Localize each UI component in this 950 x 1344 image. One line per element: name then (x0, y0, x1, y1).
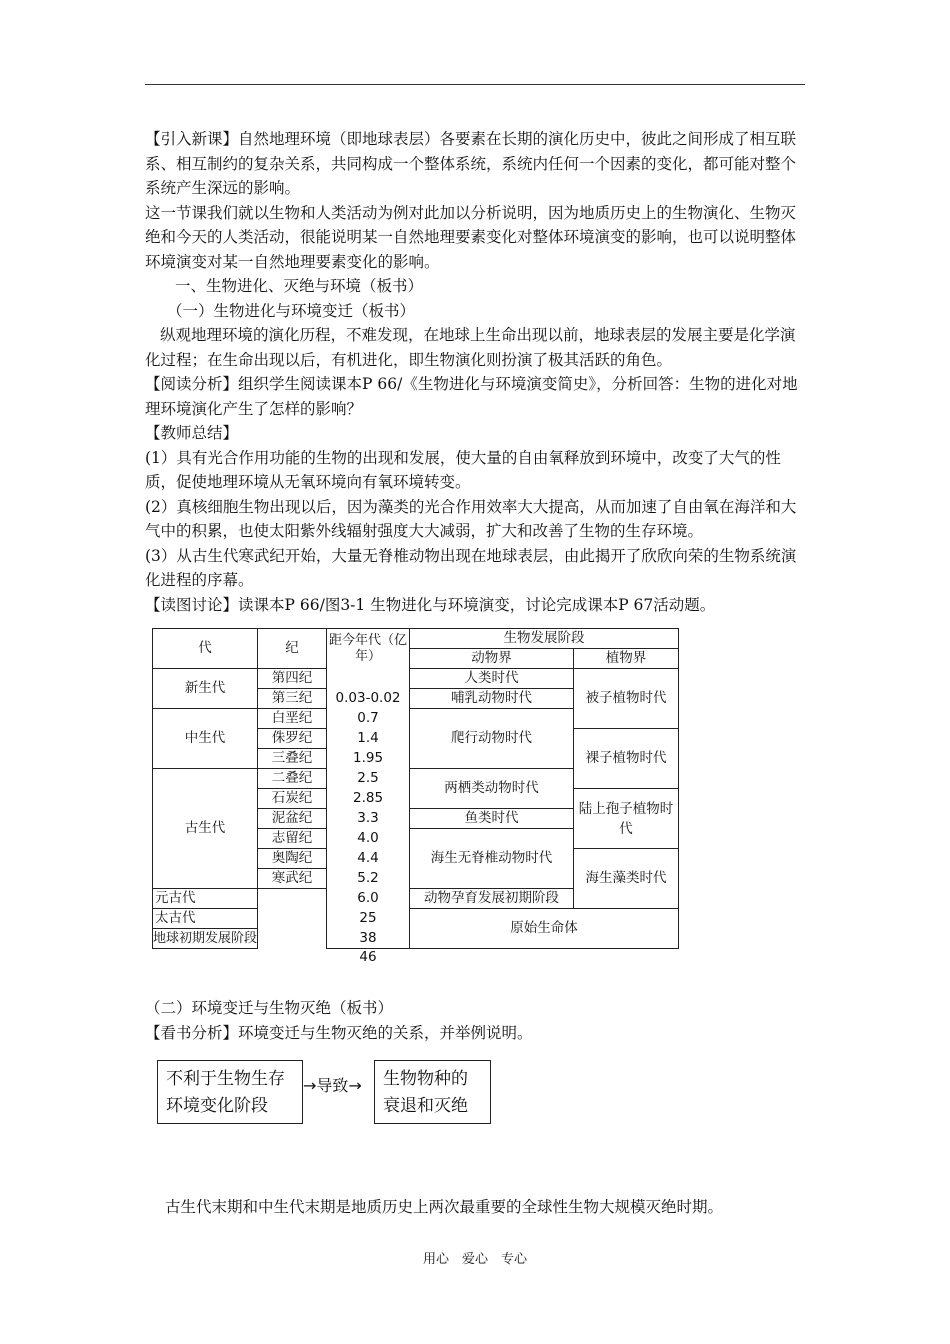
paragraph-evolution: 纵观地理环境的演化历程，不难发现，在地球上生命出现以前，地球表层的发展主要是化学演化过程；在生命出现以后，有机进化，即生物演化则扮演了极其活跃的角色。 (145, 326, 796, 369)
era-paleozoic: 古生代 (153, 769, 258, 889)
header-stage: 生物发展阶段 (410, 629, 679, 649)
section-tag: 【引入新课】 (145, 130, 239, 148)
header-era: 代 (153, 629, 258, 669)
period-ordovician: 奥陶纪 (258, 849, 327, 869)
era-proterozoic: 元古代 (153, 889, 258, 909)
cause-box: 不利于生物生存环境变化阶段 (157, 1060, 303, 1124)
plant-spore: 陆上孢子植物时代 (574, 789, 679, 849)
age-9: 5.2 (327, 869, 410, 889)
page-footer: 用心 爱心 专心 (422, 1252, 527, 1267)
table-spacer (410, 949, 679, 966)
section-tag: 【看书分析】 (145, 1024, 239, 1042)
era-earth-early: 地球初期发展阶段 (153, 929, 258, 949)
era-archean: 太古代 (153, 909, 258, 929)
period-tertiary: 第三纪 (258, 689, 327, 709)
age-1: 0.7 (327, 709, 410, 729)
period-blank (258, 889, 327, 949)
origin-life: 原始生命体 (410, 909, 679, 949)
age-3: 1.95 (327, 749, 410, 769)
plant-algae: 海生藻类时代 (574, 849, 679, 909)
period-quaternary: 第四纪 (258, 669, 327, 689)
summary-point-3: (3）从古生代寒武纪开始，大量无脊椎动物出现在地球表层，由此揭开了欣欣向荣的生物系统演化进程的序幕。 (145, 546, 797, 589)
age-12: 38 (327, 929, 410, 949)
period-cambrian: 寒武纪 (258, 869, 327, 889)
header-rule (145, 84, 805, 85)
age-11: 25 (327, 909, 410, 929)
table-spacer (153, 949, 327, 966)
era-mesozoic: 中生代 (153, 709, 258, 769)
intro-paragraph (145, 127, 809, 201)
discussion-text: 读课本P 66/图3-1 生物进化与环境演变，讨论完成课本P 67活动题。 (238, 595, 716, 614)
body-text (145, 127, 809, 617)
reading-paragraph (145, 372, 809, 421)
summary-point-2: (2）真核细胞生物出现以后，因为藻类的光合作用效率大大提高，从而加速了自由氧在海洋和大气中的积累，也使太阳紫外线辐射强度大大减弱，扩大和改善了生物的生存环境。 (145, 497, 797, 540)
chart-discussion-paragraph (145, 593, 809, 618)
heading-1: 一、生物进化、灭绝与环境（板书） (175, 277, 424, 295)
period-silurian: 志留纪 (258, 829, 327, 849)
intro-text: 自然地理环境（即地球表层）各要素在长期的演化历史中，彼此之间形成了相互联系、相互制约的复杂关系，共同构成一个整体系统，系统内任何一个因素的变化，都可能对整个系统产生深远的影响。 (145, 130, 797, 197)
animal-early: 动物孕育发展初期阶段 (410, 889, 574, 909)
animal-fish: 鱼类时代 (410, 809, 574, 829)
era-cenozoic: 新生代 (153, 669, 258, 709)
age-5: 2.85 (327, 789, 410, 809)
heading-1-1: （一）生物进化与环境变迁（板书） (167, 301, 416, 320)
header-age: 距今年代（亿年） (327, 629, 410, 669)
animal-amphibian: 两栖类动物时代 (410, 769, 574, 809)
animal-reptile: 爬行动物时代 (410, 709, 574, 769)
age-cell (327, 669, 410, 689)
analysis-text: 环境变迁与生物灭绝的关系，并举例说明。 (238, 1024, 533, 1042)
animal-invertebrate: 海生无脊椎动物时代 (410, 829, 574, 889)
period-cretaceous: 白垩纪 (258, 709, 327, 729)
intro-paragraph-2: 这一节课我们就以生物和人类活动为例对此加以分析说明，因为地质历史上的生物演化、生物灭绝和今天的人类活动，很能说明某一自然地理要素变化对整体环境演变的影响，也可以说明整体环境演变对某一自然地理要素变化的影响。 (145, 203, 797, 271)
age-2: 1.4 (327, 729, 410, 749)
age-10: 6.0 (327, 889, 410, 909)
reading-text: 组织学生阅读课本P 66/《生物进化与环境演变简史》，分析回答：生物的进化对地理环境演化产生了怎样的影响？ (145, 375, 798, 418)
section-two (145, 996, 809, 1046)
section-two-heading: （二）环境变迁与生物灭绝（板书） (145, 999, 394, 1017)
period-permian: 二叠纪 (258, 769, 327, 789)
summary-point-1: (1）具有光合作用功能的生物的出现和发展，使大量的自由氧释放到环境中，改变了大气的性质，促使地理环境从无氧环境向有氧环境转变。 (145, 448, 781, 491)
section-tag: 【读图讨论】 (145, 595, 239, 614)
period-jurassic: 侏罗纪 (258, 729, 327, 749)
animal-human: 人类时代 (410, 669, 574, 689)
age-7: 4.0 (327, 829, 410, 849)
period-devonian: 泥盆纪 (258, 809, 327, 829)
section-tag: 【阅读分析】 (145, 375, 239, 393)
effect-box: 生物物种的衰退和灭绝 (374, 1060, 491, 1124)
closing-paragraph: 古生代末期和中生代末期是地质历史上两次最重要的全球性生物大规模灭绝时期。 (165, 1198, 724, 1216)
age-6: 3.3 (327, 809, 410, 829)
header-animal: 动物界 (410, 649, 574, 669)
age-0: 0.03-0.02 (327, 689, 410, 709)
section-two-text (145, 1021, 809, 1046)
age-13: 46 (359, 949, 377, 965)
age-8: 4.4 (327, 849, 410, 869)
header-period: 纪 (258, 629, 327, 669)
plant-gymnosperm: 裸子植物时代 (574, 729, 679, 789)
period-triassic: 三叠纪 (258, 749, 327, 769)
animal-mammal: 哺乳动物时代 (410, 689, 574, 709)
age-4: 2.5 (327, 769, 410, 789)
geologic-time-table (152, 628, 679, 965)
period-carboniferous: 石炭纪 (258, 789, 327, 809)
plant-angiosperm: 被子植物时代 (574, 669, 679, 729)
teacher-summary-tag: 【教师总结】 (145, 424, 239, 442)
header-plant: 植物界 (574, 649, 679, 669)
arrow-label: →导致→ (303, 1076, 362, 1095)
